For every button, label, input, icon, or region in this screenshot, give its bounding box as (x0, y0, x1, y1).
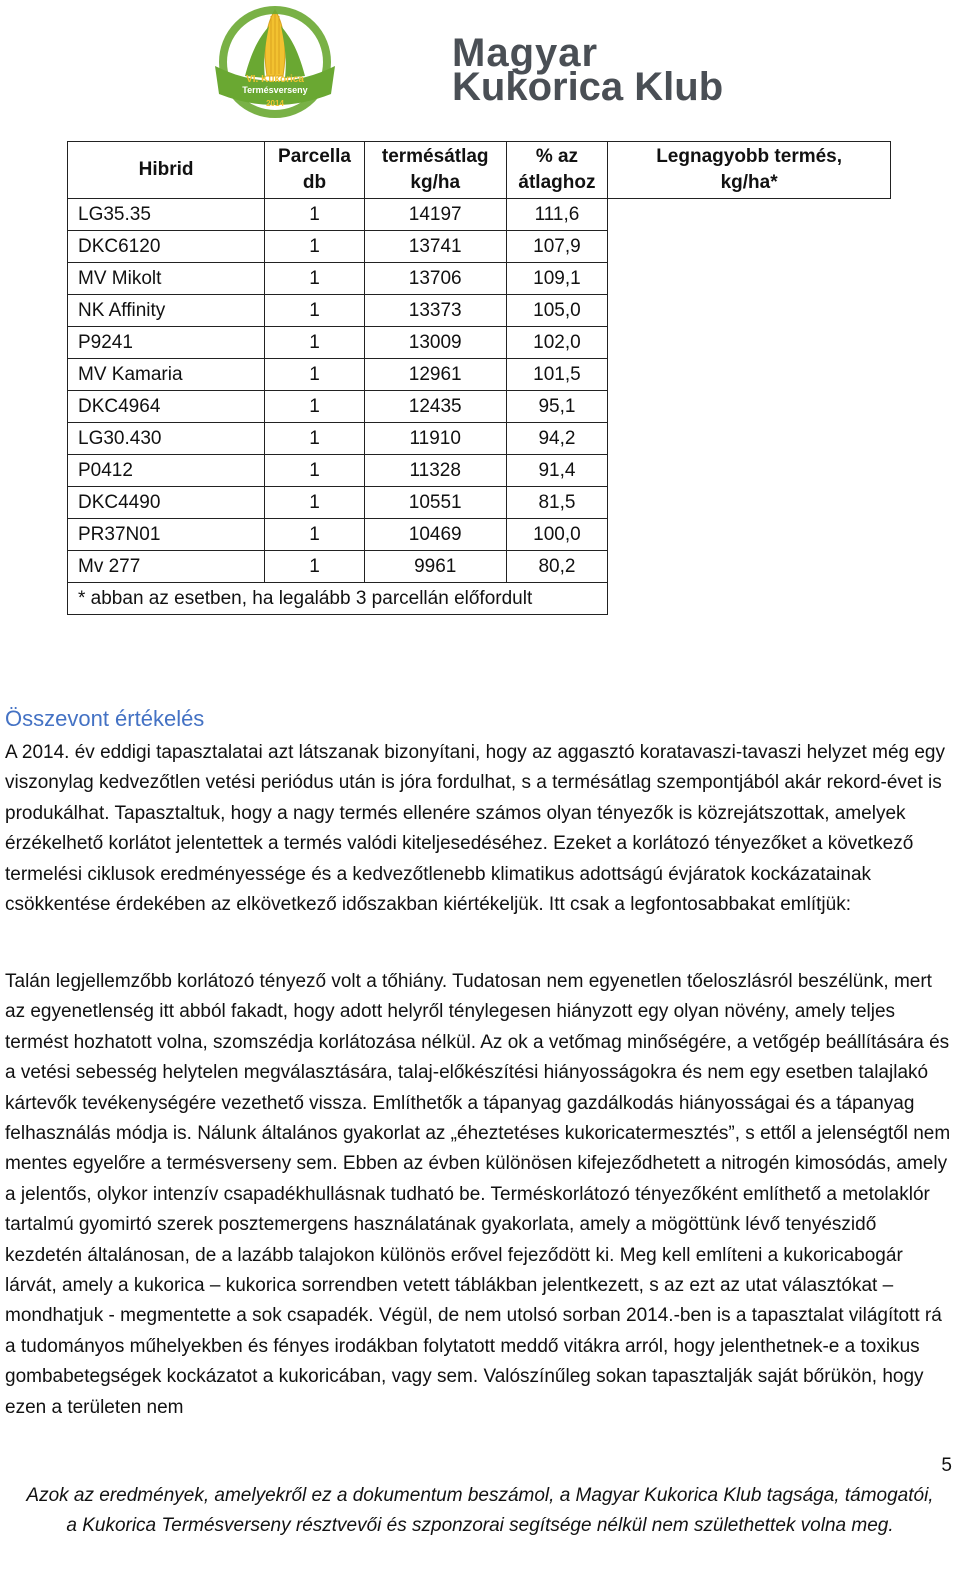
table-row (68, 551, 891, 583)
cell-atlag: 11328 (364, 455, 506, 487)
cell-db: 1 (265, 423, 365, 455)
cell-pct: 102,0 (506, 327, 608, 359)
header-pct: % az átlaghoz (506, 142, 608, 199)
cell-db: 1 (265, 263, 365, 295)
cell-hibrid: Mv 277 (68, 551, 265, 583)
cell-atlag: 13373 (364, 295, 506, 327)
cell-pct: 111,6 (506, 199, 608, 231)
cell-atlag: 14197 (364, 199, 506, 231)
cell-db: 1 (265, 199, 365, 231)
table-row (68, 231, 891, 263)
section-title: Összevont értékelés (5, 706, 205, 731)
cell-hibrid: NK Affinity (68, 295, 265, 327)
cell-hibrid: LG35.35 (68, 199, 265, 231)
cell-atlag: 10469 (364, 519, 506, 551)
cell-hibrid: DKC6120 (68, 231, 265, 263)
table-row (68, 295, 891, 327)
seal-text-1: VI. Kukorica (246, 74, 304, 85)
page-header (0, 0, 960, 130)
cell-hibrid: PR37N01 (68, 519, 265, 551)
cell-pct: 105,0 (506, 295, 608, 327)
brand-line-1: Magyar (452, 31, 599, 75)
cell-db: 1 (265, 519, 365, 551)
cell-db: 1 (265, 391, 365, 423)
seal-text-2: Termésverseny (242, 85, 308, 95)
header-legnagyobb: Legnagyobb termés, kg/ha* (608, 142, 891, 199)
page-footer: Azok az eredmények, amelyekről ez a dokumentum beszámol, a Magyar Kukorica Klub tagsága, támogatói, a Kukorica Termésverseny résztvevői és szponzorai segítsége nélkül nem születhettek volna meg. (26, 1485, 934, 1536)
header-parcella: Parcella db (265, 142, 365, 199)
brand-wordmark (452, 31, 724, 109)
table-footnote-row (68, 583, 891, 615)
cell-db: 1 (265, 295, 365, 327)
table-row (68, 199, 891, 231)
table-footnote: * abban az esetben, ha legalább 3 parcellán előfordult (68, 583, 608, 615)
cell-db: 1 (265, 455, 365, 487)
page-number: 5 (941, 1455, 952, 1476)
cell-pct: 81,5 (506, 487, 608, 519)
brand-line-2: Kukorica Klub (452, 65, 724, 109)
cell-atlag: 9961 (364, 551, 506, 583)
cell-hibrid: DKC4964 (68, 391, 265, 423)
cell-pct: 91,4 (506, 455, 608, 487)
cell-hibrid: LG30.430 (68, 423, 265, 455)
cell-pct: 80,2 (506, 551, 608, 583)
cell-pct: 109,1 (506, 263, 608, 295)
cell-atlag: 12961 (364, 359, 506, 391)
table-row (68, 519, 891, 551)
cell-atlag: 13741 (364, 231, 506, 263)
cell-pct: 94,2 (506, 423, 608, 455)
results-table (67, 141, 891, 615)
cell-atlag: 13706 (364, 263, 506, 295)
table-header-row (68, 142, 891, 199)
cell-pct: 100,0 (506, 519, 608, 551)
cell-hibrid: MV Mikolt (68, 263, 265, 295)
header-hibrid: Hibrid (68, 142, 265, 199)
cell-db: 1 (265, 327, 365, 359)
cell-db: 1 (265, 231, 365, 263)
competition-seal-logo (205, 6, 345, 118)
cell-db: 1 (265, 359, 365, 391)
cell-pct: 101,5 (506, 359, 608, 391)
cell-atlag: 11910 (364, 423, 506, 455)
cell-atlag: 13009 (364, 327, 506, 359)
cell-atlag: 12435 (364, 391, 506, 423)
table-row (68, 423, 891, 455)
header-termesatlag: termésátlag kg/ha (364, 142, 506, 199)
cell-hibrid: MV Kamaria (68, 359, 265, 391)
cell-pct: 107,9 (506, 231, 608, 263)
paragraph-1: A 2014. év eddigi tapasztalatai azt látszanak bizonyítani, hogy az aggasztó koratavaszi-tavaszi helyzet még egy viszonylag kedvezőtlen vetési periódus után is jóra fordulhat, s a termésátlag szempontjából akár rekord-évet is produkálhat. Tapasztaltuk, hogy a nagy termés ellenére számos olyan tényezők is közrejátszottak, amelyek érzékelhető korlátot jelentettek a termés valódi kiteljesedéséhez. Ezeket a korlátozó tényezőket a következő termelési ciklusok eredményessége és a kedvezőtlenebb klimatikus adottságú évjáratok kockázatainak csökkentése érdekében az elkövetkező időszakban kiértékeljük. Itt csak a legfontosabbakat említjük: (5, 742, 945, 916)
table-row (68, 391, 891, 423)
seal-text-3: 2014 (266, 99, 284, 108)
table-row (68, 359, 891, 391)
table-row (68, 327, 891, 359)
cell-hibrid: P0412 (68, 455, 265, 487)
cell-atlag: 10551 (364, 487, 506, 519)
table-row (68, 455, 891, 487)
cell-db: 1 (265, 551, 365, 583)
cell-hibrid: DKC4490 (68, 487, 265, 519)
table-row (68, 263, 891, 295)
cell-pct: 95,1 (506, 391, 608, 423)
paragraph-2: Talán legjellemzőbb korlátozó tényező volt a tőhiány. Tudatosan nem egyenetlen tőeloszlásról beszélünk, mert az egyenetlenség itt abból fakadt, hogy adott helyről ténylegesen hiányzott egy olyan növény, amely teljes termést hozhatott volna, szomszédja korlátozása nélkül. Az ok a vetőmag minőségére, a vetőgép beállítására és a vetési sebesség helytelen megválasztására, talaj-előkészítési hiányosságokra és nem egy esetben talajlakó kártevők tevékenységére vezethető vissza. Említhetők a tápanyag gazdálkodás hiányosságai és a tápanyag felhasználás módja is. Nálunk általános gyakorlat az „éheztetéses kukoricatermesztés”, s ettől a jelenségtől nem mentes egyelőre a termésverseny sem. Ebben az évben különösen kifejeződhetett a nitrogén kimosódás, amely a jelentős, olykor intenzív csapadékhullásnak tudható be. Terméskorlátozó tényezőként említhető a metolaklór tartalmú gyomirtó szerek posztemergens használatának gyakorlata, amely a mögöttünk lévő tenyészidő kezdetén általánosan, de a lazább talajokon különös erővel fejeződött ki. Meg kell említeni a kukoricabogár lárvát, amely a kukorica – kukorica sorrendben vetett táblákban jelentkezett, s az ezt az utat választókat – mondhatjuk - megmentette a sok csapadék. Végül, de nem utolsó sorban 2014.-ben is a tapasztalat világított rá a tudományos műhelyekben és fényes irodákban folytatott meddő vitákra arról, hogy jelenthetnek-e a toxikus gombabetegségek kockázatot a kukoricában, vagy sem. Valószínűleg sokan tapasztalják saját bőrükön, hogy ezen a területen nem (5, 971, 951, 1418)
cell-hibrid: P9241 (68, 327, 265, 359)
cell-db: 1 (265, 487, 365, 519)
table-row (68, 487, 891, 519)
